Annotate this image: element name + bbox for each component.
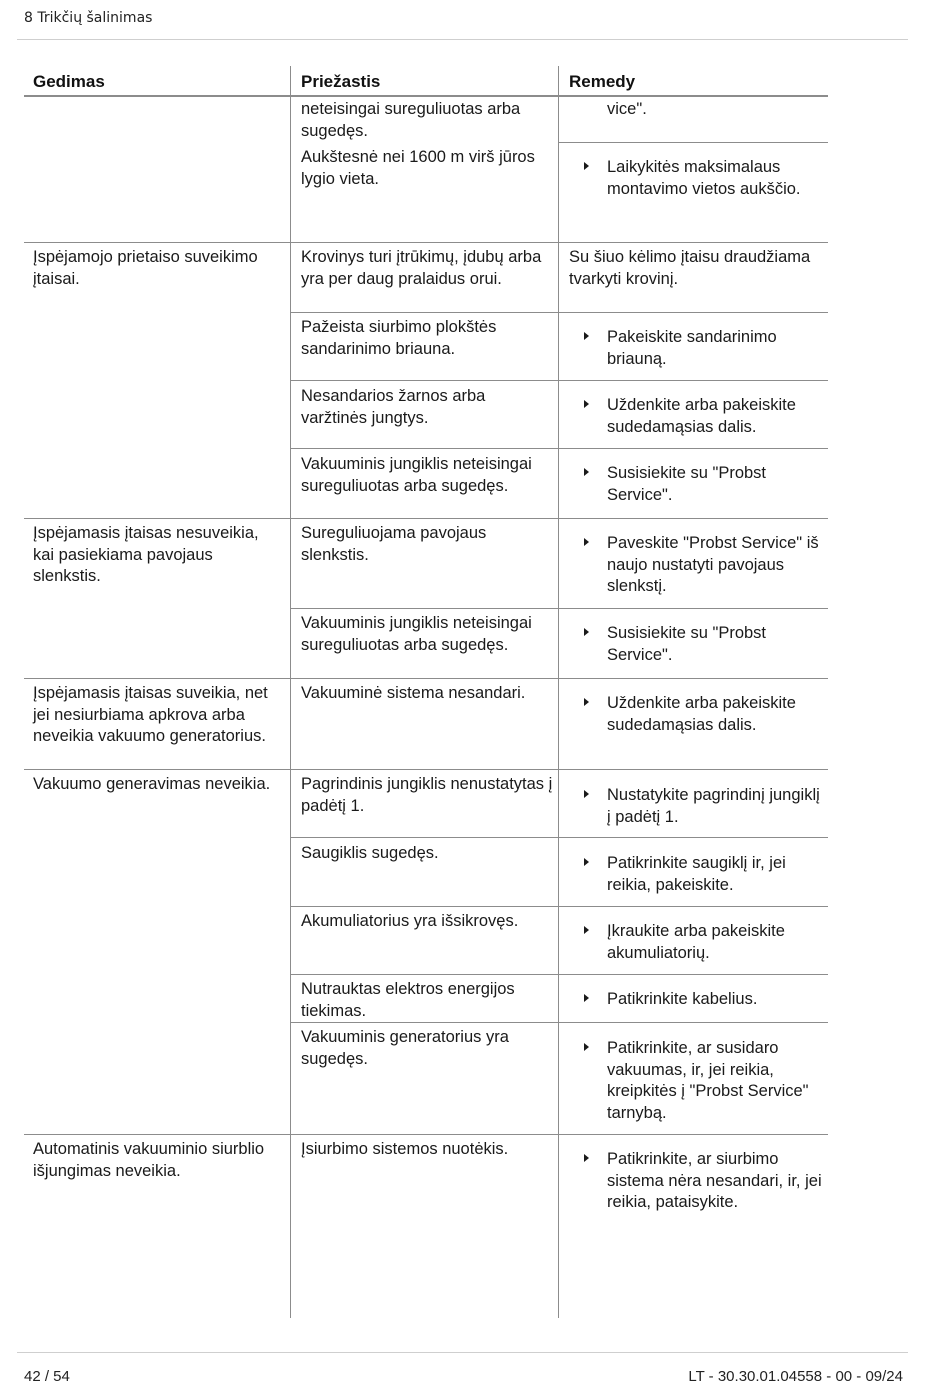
row-divider	[291, 312, 558, 313]
row-divider	[291, 974, 558, 975]
arrow-bullet-icon	[584, 698, 589, 706]
row-divider	[559, 518, 828, 519]
cause-cell: Vakuuminė sistema nesandari.	[301, 684, 526, 702]
row-divider	[291, 518, 558, 519]
cause-cell: Vakuuminis jungiklis neteisingai sureguliuotas arba sugedęs.	[301, 614, 532, 654]
row-divider	[559, 837, 828, 838]
arrow-bullet-icon	[584, 332, 589, 340]
fault-cell: Įspėjamasis įtaisas nesuveikia, kai pasiekiama pavojaus slenkstis.	[33, 524, 259, 585]
table-header-rule	[24, 95, 828, 97]
arrow-bullet-icon	[584, 400, 589, 408]
fault-cell: Įspėjamasis įtaisas suveikia, net jei nesiurbiama apkrova arba neveikia vakuumo generatorius.	[33, 684, 268, 745]
row-divider	[291, 1134, 558, 1135]
remedy-cell: Uždenkite arba pakeiskite sudedamąsias dalis.	[607, 694, 796, 734]
remedy-cell: Patikrinkite, ar siurbimo sistema nėra nesandari, ir, jei reikia, pataisykite.	[607, 1150, 822, 1211]
row-divider	[559, 678, 828, 679]
row-divider	[291, 769, 558, 770]
row-divider	[291, 380, 558, 381]
row-divider	[559, 608, 828, 609]
cause-cell: Aukštesnė nei 1600 m virš jūros lygio vieta.	[301, 148, 535, 188]
row-divider	[291, 1022, 558, 1023]
header-divider	[17, 39, 908, 40]
row-divider	[559, 769, 828, 770]
footer-divider	[17, 1352, 908, 1353]
row-divider	[559, 906, 828, 907]
arrow-bullet-icon	[584, 858, 589, 866]
arrow-bullet-icon	[584, 926, 589, 934]
arrow-bullet-icon	[584, 994, 589, 1002]
remedy-cell: Uždenkite arba pakeiskite sudedamąsias dalis.	[607, 396, 796, 436]
section-header: 8 Trikčių šalinimas	[24, 10, 153, 26]
cause-cell: Saugiklis sugedęs.	[301, 844, 439, 862]
cause-cell: Krovinys turi įtrūkimų, įdubų arba yra per daug pralaidus orui.	[301, 248, 542, 288]
fault-cell: Įspėjamojo prietaiso suveikimo įtaisai.	[33, 248, 258, 288]
row-divider	[559, 974, 828, 975]
remedy-cell: Susisiekite su "Probst Service".	[607, 464, 767, 504]
row-divider	[559, 1134, 828, 1135]
remedy-cell: Nustatykite pagrindinį jungiklį į padėtį 1.	[607, 786, 820, 826]
row-divider	[291, 906, 558, 907]
row-divider	[24, 1134, 290, 1135]
row-divider	[559, 312, 828, 313]
page-number: 42 / 54	[24, 1368, 70, 1385]
column-header-remedy: Remedy	[569, 72, 636, 91]
row-divider	[559, 448, 828, 449]
remedy-cell: Laikykitės maksimalaus montavimo vietos aukščio.	[607, 158, 801, 198]
remedy-cell: Paveskite "Probst Service" iš naujo nustatyti pavojaus slenkstį.	[607, 534, 819, 595]
row-divider	[291, 678, 558, 679]
cause-cell: Nutrauktas elektros energijos tiekimas.	[301, 980, 515, 1020]
cause-cell: Sureguliuojama pavojaus slenkstis.	[301, 524, 487, 564]
arrow-bullet-icon	[584, 162, 589, 170]
row-divider	[24, 518, 290, 519]
arrow-bullet-icon	[584, 1154, 589, 1162]
row-divider	[559, 380, 828, 381]
cause-cell: Vakuuminis jungiklis neteisingai sureguliuotas arba sugedęs.	[301, 455, 532, 495]
cause-cell: Akumuliatorius yra išsikrovęs.	[301, 912, 519, 930]
arrow-bullet-icon	[584, 538, 589, 546]
column-header-cause: Priežastis	[301, 72, 381, 91]
arrow-bullet-icon	[584, 628, 589, 636]
remedy-cell: Susisiekite su "Probst Service".	[607, 624, 767, 664]
cause-cell: Pagrindinis jungiklis nenustatytas į padėtį 1.	[301, 775, 553, 815]
remedy-cell: Įkraukite arba pakeiskite akumuliatorių.	[607, 922, 785, 962]
row-divider	[559, 142, 828, 143]
arrow-bullet-icon	[584, 790, 589, 798]
fault-cell: Automatinis vakuuminio siurblio išjungimas neveikia.	[33, 1140, 265, 1180]
row-divider	[291, 242, 558, 243]
row-divider	[291, 448, 558, 449]
cause-cell: Nesandarios žarnos arba varžtinės jungtys.	[301, 387, 486, 427]
remedy-cell: vice".	[607, 100, 647, 118]
column-divider	[558, 66, 559, 1318]
cause-cell: Įsiurbimo sistemos nuotėkis.	[301, 1140, 509, 1158]
cause-cell: neteisingai sureguliuotas arba sugedęs.	[301, 100, 521, 140]
column-header-fault: Gedimas	[33, 72, 105, 91]
row-divider	[291, 837, 558, 838]
remedy-cell: Su šiuo kėlimo įtaisu draudžiama tvarkyti krovinį.	[569, 248, 811, 288]
remedy-cell: Patikrinkite, ar susidaro vakuumas, ir, jei reikia, kreipkitės į "Probst Service" tarnybą.	[607, 1039, 809, 1122]
remedy-cell: Patikrinkite kabelius.	[607, 990, 758, 1008]
row-divider	[559, 242, 828, 243]
row-divider	[559, 1022, 828, 1023]
arrow-bullet-icon	[584, 1043, 589, 1051]
cause-cell: Pažeista siurbimo plokštės sandarinimo briauna.	[301, 318, 497, 358]
remedy-cell: Pakeiskite sandarinimo briauną.	[607, 328, 777, 368]
remedy-cell: Patikrinkite saugiklį ir, jei reikia, pakeiskite.	[607, 854, 786, 894]
row-divider	[291, 608, 558, 609]
arrow-bullet-icon	[584, 468, 589, 476]
document-id: LT - 30.30.01.04558 - 00 - 09/24	[688, 1368, 903, 1385]
fault-cell: Vakuumo generavimas neveikia.	[33, 775, 271, 793]
column-divider	[290, 66, 291, 1318]
cause-cell: Vakuuminis generatorius yra sugedęs.	[301, 1028, 509, 1068]
row-divider	[24, 242, 290, 243]
row-divider	[24, 678, 290, 679]
row-divider	[24, 769, 290, 770]
